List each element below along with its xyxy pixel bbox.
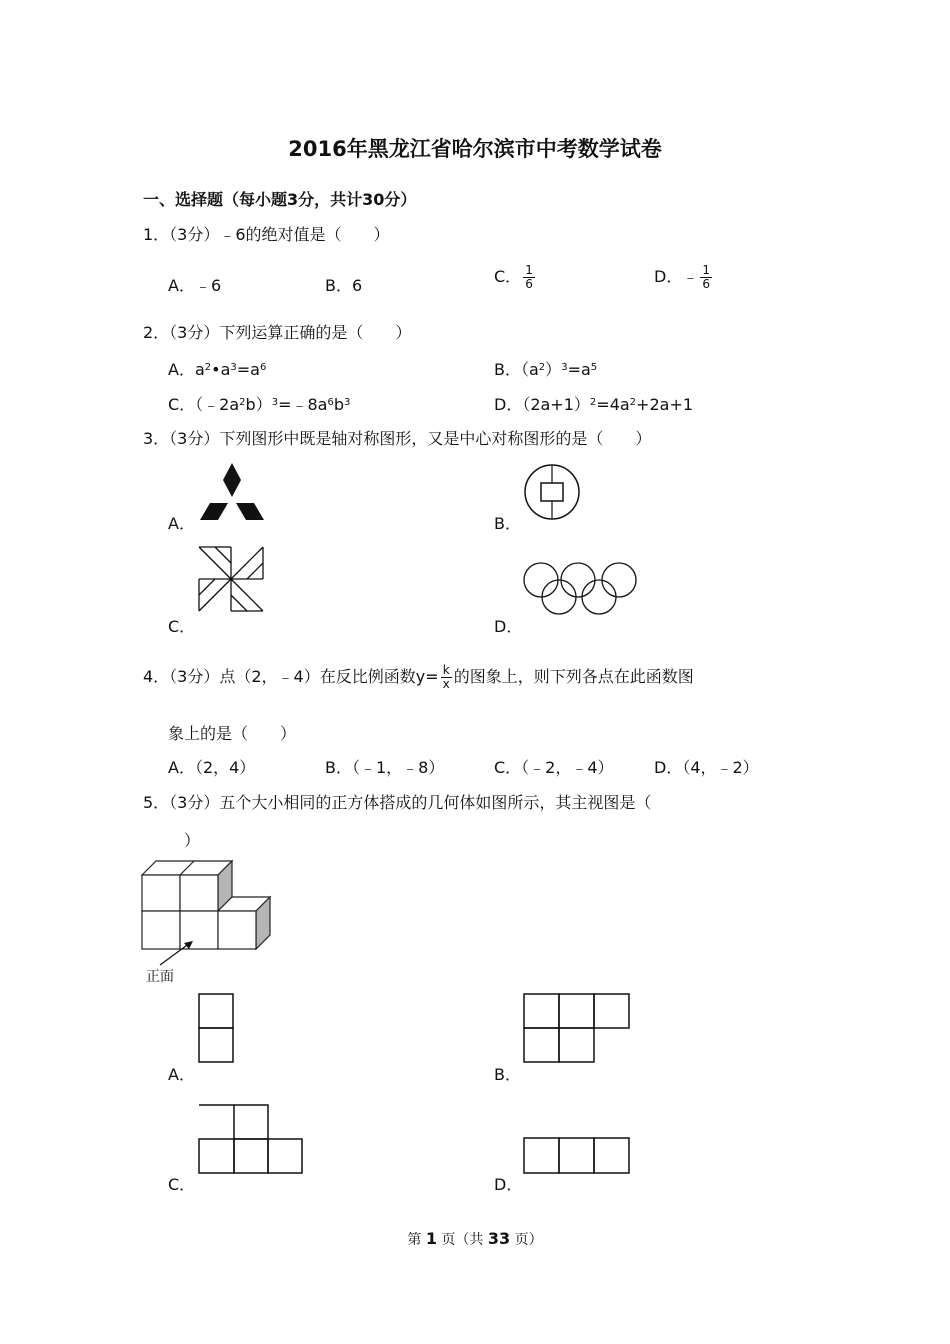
q5-stem-line2: ） bbox=[184, 831, 201, 850]
text: 第 bbox=[407, 1232, 426, 1248]
q2-option-c bbox=[168, 392, 350, 415]
exponent: 2 bbox=[589, 397, 597, 408]
grid-square bbox=[559, 994, 594, 1028]
exponent: 3 bbox=[344, 397, 351, 408]
cube-front-face bbox=[142, 911, 180, 949]
q1-option-c-label: C． bbox=[494, 267, 522, 286]
q3-figure-pinwheel bbox=[197, 545, 267, 615]
q4-option-d: D．（4，﹣2） bbox=[654, 758, 759, 777]
q4-option-a: A．（2，4） bbox=[168, 758, 256, 777]
q5-option-c: C． bbox=[168, 1175, 196, 1194]
q5-option-a: A． bbox=[168, 1065, 195, 1084]
square-hole bbox=[541, 483, 563, 501]
ring bbox=[542, 580, 576, 614]
text: 的图象上，则下列各点在此函数图 bbox=[453, 667, 694, 686]
fraction-numerator: 1 bbox=[702, 263, 710, 277]
text: =a bbox=[567, 360, 591, 379]
q3-option-d: D． bbox=[494, 617, 523, 636]
q5-option-d: D． bbox=[494, 1175, 523, 1194]
grid-square bbox=[559, 1028, 594, 1062]
text: A．a bbox=[168, 360, 205, 379]
ring bbox=[582, 580, 616, 614]
diamond-shape bbox=[223, 463, 241, 497]
exponent: 3 bbox=[230, 362, 237, 373]
exponent: 3 bbox=[271, 397, 279, 408]
text: 页） bbox=[510, 1232, 543, 1248]
q5-front-label: 正面 bbox=[146, 969, 174, 985]
q2-option-b bbox=[494, 357, 597, 380]
grid-square bbox=[559, 1138, 594, 1173]
q2-stem: 2．（3分）下列运算正确的是（ ） bbox=[143, 323, 412, 342]
ring bbox=[561, 563, 595, 597]
page-total: 33 bbox=[487, 1229, 511, 1248]
text: =﹣8a bbox=[278, 395, 328, 414]
q3-figure-rings bbox=[522, 560, 644, 618]
grid-square bbox=[594, 994, 629, 1028]
q3-option-a: A． bbox=[168, 514, 195, 533]
fraction-numerator: 1 bbox=[525, 263, 533, 277]
q1-option-d bbox=[654, 264, 714, 291]
grid-square bbox=[234, 1139, 268, 1173]
fraction-denominator: 6 bbox=[702, 277, 710, 291]
fraction-denominator: x bbox=[442, 677, 450, 691]
q1-option-c-fraction bbox=[523, 264, 535, 291]
text: ） bbox=[545, 360, 562, 379]
diamond-shape bbox=[236, 503, 264, 520]
q3-option-b: B． bbox=[494, 514, 521, 533]
exponent: 2 bbox=[538, 362, 546, 373]
text: B．（a bbox=[494, 360, 539, 379]
cube-front-face bbox=[180, 875, 218, 911]
exponent: 6 bbox=[327, 397, 334, 408]
pinwheel-lines bbox=[199, 547, 263, 611]
q5-option-d-figure bbox=[523, 1137, 633, 1175]
q5-option-c-figure bbox=[198, 1104, 306, 1176]
q2-option-a bbox=[168, 357, 266, 380]
page-title: 2016年黑龙江省哈尔滨市中考数学试卷 bbox=[288, 137, 662, 161]
q5-option-b: B． bbox=[494, 1065, 521, 1084]
exponent: 6 bbox=[259, 362, 267, 373]
grid-square bbox=[234, 1105, 268, 1139]
exponent: 2 bbox=[629, 397, 637, 408]
q3-stem: 3．（3分）下列图形中既是轴对称图形，又是中心对称图形的是（ ） bbox=[143, 429, 652, 448]
exponent: 3 bbox=[561, 362, 568, 373]
page-footer bbox=[0, 1229, 950, 1249]
q5-cube-figure bbox=[138, 857, 278, 957]
text: D．（2a+1） bbox=[494, 395, 590, 414]
exponent: 2 bbox=[204, 362, 212, 373]
text: +2a+1 bbox=[636, 395, 694, 414]
grid-square bbox=[268, 1139, 302, 1173]
text: C．（﹣2a bbox=[168, 395, 240, 414]
text: =a bbox=[236, 360, 260, 379]
cube-front-face bbox=[218, 911, 256, 949]
grid-square bbox=[524, 1028, 559, 1062]
q4-stem bbox=[143, 664, 694, 691]
grid-square bbox=[199, 1139, 234, 1173]
q4-option-c: C．（﹣2，﹣4） bbox=[494, 758, 614, 777]
fraction-denominator: 6 bbox=[525, 277, 533, 291]
exponent: 5 bbox=[590, 362, 598, 373]
grid-square bbox=[524, 1138, 559, 1173]
q3-figure-coin bbox=[522, 462, 582, 522]
ring bbox=[602, 563, 636, 597]
q1-option-a: A．﹣6 bbox=[168, 276, 222, 295]
q3-option-c: C． bbox=[168, 617, 196, 636]
q3-figure-three-diamonds bbox=[195, 460, 270, 524]
q5-option-a-figure bbox=[198, 993, 236, 1065]
q2-option-d bbox=[494, 392, 693, 415]
cube-front-face bbox=[142, 875, 180, 911]
q1-option-b: B．6 bbox=[325, 276, 363, 295]
q1-option-c bbox=[494, 264, 537, 291]
q1-stem: 1．（3分）﹣6的绝对值是（ ） bbox=[143, 225, 390, 244]
text: =4a bbox=[596, 395, 630, 414]
text: b） bbox=[245, 395, 272, 414]
page-number: 1 bbox=[425, 1229, 437, 1248]
q4-fraction bbox=[441, 664, 452, 691]
ring bbox=[524, 563, 558, 597]
text: b bbox=[333, 395, 345, 414]
grid-square bbox=[199, 1028, 233, 1062]
q5-option-b-figure bbox=[523, 993, 631, 1065]
grid-square bbox=[524, 994, 559, 1028]
q1-option-d-fraction bbox=[700, 264, 712, 291]
diamond-shape bbox=[200, 503, 228, 520]
section-heading: 一、选择题（每小题3分，共计30分） bbox=[143, 190, 417, 209]
q4-option-b: B．（﹣1，﹣8） bbox=[325, 758, 445, 777]
q1-option-d-label: D．﹣ bbox=[654, 267, 699, 286]
exponent: 2 bbox=[239, 397, 246, 408]
q4-stem-line2: 象上的是（ ） bbox=[168, 724, 297, 743]
text: 页（共 bbox=[436, 1232, 488, 1248]
grid-square bbox=[199, 994, 233, 1028]
fraction-numerator: k bbox=[442, 663, 450, 677]
q5-stem: 5．（3分）五个大小相同的正方体搭成的几何体如图所示，其主视图是（ bbox=[143, 793, 652, 812]
grid-square bbox=[594, 1138, 629, 1173]
text: 4．（3分）点（2，﹣4）在反比例函数y= bbox=[143, 667, 439, 686]
text: •a bbox=[211, 360, 231, 379]
